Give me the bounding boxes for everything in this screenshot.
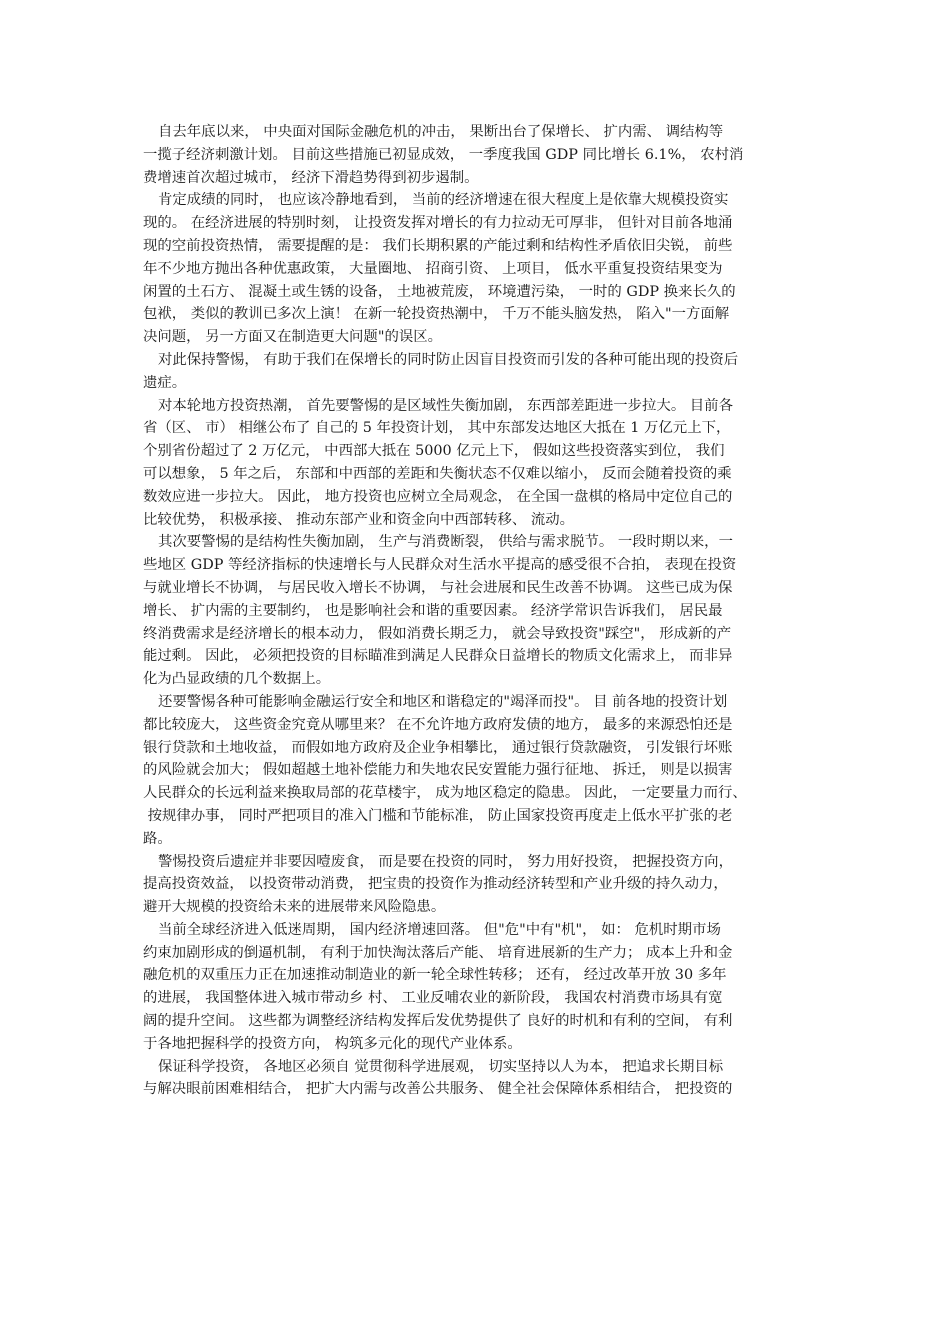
paragraph-8 (143, 919, 813, 1056)
text-line: 闲置的土石方、 混凝土或生锈的设备， 土地被荒废， 环境遭污染， 一时的 GDP 换来长久的 (143, 283, 736, 300)
text-line: 费增速首次超过城市， 经济下滑趋势得到初步遏制。 (143, 169, 479, 186)
text-line: 还要警惕各种可能影响金融运行安全和地区和谐稳定的"竭泽而投"。 目 前各地的投资计划 (158, 693, 728, 710)
text-line: 的进展， 我国整体进入城市带动乡 村、 工业反哺农业的新阶段， 我国农村消费市场具有宽 (143, 990, 723, 1007)
text-line: 人民群众的长远利益来换取局部的花草楼宇， 成为地区稳定的隐患。 因此， 一定要量力而行、 (143, 785, 747, 802)
text-line: 决问题， 另一方面又在制造更大问题"的误区。 (143, 329, 443, 346)
text-line: 化为凸显政绩的几个数据上。 (143, 671, 331, 688)
text-line: 提高投资效益， 以投资带动消费， 把宝贵的投资作为推动经济转型和产业升级的持久动力， (143, 876, 728, 893)
text-line: 增长、 扩内需的主要制约， 也是影响社会和谐的重要因素。 经济学常识告诉我们， 居民最 (143, 602, 723, 619)
text-line: 都比较庞大， 这些资金究竟从哪里来？ 在不允许地方政府发债的地方， 最多的来源恐怕还是 (143, 716, 733, 733)
paragraph-3 (143, 349, 813, 395)
text-line: 警惕投资后遗症并非要因噎废食， 而是要在投资的同时， 努力用好投资， 把握投资方向， (158, 853, 733, 870)
text-line: 一揽子经济刺激计划。 目前这些措施已初显成效， 一季度我国 GDP 同比增长 6.1%， 农村消 (143, 146, 744, 163)
text-line: 其次要警惕的是结构性失衡加剧， 生产与消费断裂， 供给与需求脱节。 一段时期以来，一 (158, 534, 733, 551)
text-line: 按规律办事， 同时严把项目的准入门槛和节能标准， 防止国家投资再度走上低水平扩张的老 (143, 807, 733, 824)
text-line: 路。 (143, 830, 172, 847)
text-line: 当前全球经济进入低迷周期， 国内经济增速回落。 但"危"中有"机"， 如： 危机时期市场 (158, 921, 721, 938)
paragraph-9 (143, 1056, 813, 1102)
text-line: 遗症。 (143, 374, 187, 391)
text-line: 可以想象， 5 年之后， 东部和中西部的差距和失衡状态不仅难以缩小， 反而会随着投资的乘 (143, 465, 732, 482)
paragraph-4 (143, 395, 813, 532)
text-line: 数效应进一步拉大。 因此， 地方投资也应树立全局观念， 在全国一盘棋的格局中定位自己的 (143, 488, 733, 505)
text-line: 包袱， 类似的教训已多次上演！ 在新一轮投资热潮中， 千万不能头脑发热， 陷入"一方面解 (143, 306, 730, 323)
paragraph-7 (143, 851, 813, 919)
text-line: 比较优势， 积极承接、 推动东部产业和资金向中西部转移、 流动。 (143, 511, 575, 528)
text-line: 年不少地方抛出各种优惠政策， 大量圈地、 招商引资、 上项目， 低水平重复投资结果变为 (143, 260, 723, 277)
text-line: 终消费需求是经济增长的根本动力， 假如消费长期乏力， 就会导致投资"踩空"， 形成新的产 (143, 625, 732, 642)
text-line: 与解决眼前困难相结合， 把扩大内需与改善公共服务、 健全社会保障体系相结合， 把投资的 (143, 1081, 733, 1098)
text-line: 约束加剧形成的倒逼机制， 有利于加快淘汰落后产能、 培育进展新的生产力； 成本上升和金 (143, 944, 733, 961)
text-line: 省（区、 市） 相继公布了 自己的 5 年投资计划， 其中东部发达地区大抵在 1 万亿元上下， (143, 420, 731, 437)
paragraph-2 (143, 189, 813, 349)
text-line: 能过剩。 因此， 必须把投资的目标瞄准到满足人民群众日益增长的物质文化需求上， 而非异 (143, 648, 733, 665)
text-line: 融危机的双重压力正在加速推动制造业的新一轮全球性转移； 还有， 经过改革开放 30 多年 (143, 967, 727, 984)
text-line: 肯定成绩的同时， 也应该冷静地看到， 当前的经济增速在很大程度上是依靠大规模投资实 (158, 192, 729, 209)
text-line: 保证科学投资， 各地区必须自 觉贯彻科学进展观， 切实坚持以人为本， 把追求长期目标 (158, 1058, 724, 1075)
document-body (143, 121, 813, 1101)
text-line: 阔的提升空间。 这些都为调整经济结构发挥后发优势提供了 良好的时机和有利的空间， 有利 (143, 1013, 733, 1030)
text-line: 现的。 在经济进展的特别时刻， 让投资发挥对增长的有力拉动无可厚非， 但针对目前各地涌 (143, 215, 733, 232)
text-line: 避开大规模的投资给未来的进展带来风险隐患。 (143, 899, 446, 916)
paragraph-6 (143, 691, 813, 851)
paragraph-1 (143, 121, 813, 189)
text-line: 现的空前投资热情， 需要提醒的是： 我们长期积累的产能过剩和结构性矛盾依旧尖锐， 前些 (143, 237, 733, 254)
text-line: 对此保持警惕， 有助于我们在保增长的同时防止因盲目投资而引发的各种可能出现的投资后 (158, 351, 739, 368)
text-line: 于各地把握科学的投资方向， 构筑多元化的现代产业体系。 (143, 1035, 522, 1052)
text-line: 与就业增长不协调， 与居民收入增长不协调， 与社会进展和民生改善不协调。 这些已成为保 (143, 579, 733, 596)
text-line: 银行贷款和土地收益， 而假如地方政府及企业争相攀比， 通过银行贷款融资， 引发银行坏账 (143, 739, 733, 756)
text-line: 个别省份超过了 2 万亿元， 中西部大抵在 5000 亿元上下， 假如这些投资落实到位， 我们 (143, 443, 725, 460)
paragraph-5 (143, 531, 813, 691)
text-line: 的风险就会加大； 假如超越土地补偿能力和失地农民安置能力强行征地、 拆迁， 则是以损害 (143, 762, 733, 779)
text-line: 对本轮地方投资热潮， 首先要警惕的是区域性失衡加剧， 东西部差距进一步拉大。 目前各 (158, 397, 733, 414)
text-line: 些地区 GDP 等经济指标的快速增长与人民群众对生活水平提高的感受很不合拍， 表现在投资 (143, 557, 737, 574)
text-line: 自去年底以来， 中央面对国际金融危机的冲击， 果断出台了保增长、 扩内需、 调结构等 (158, 124, 724, 140)
